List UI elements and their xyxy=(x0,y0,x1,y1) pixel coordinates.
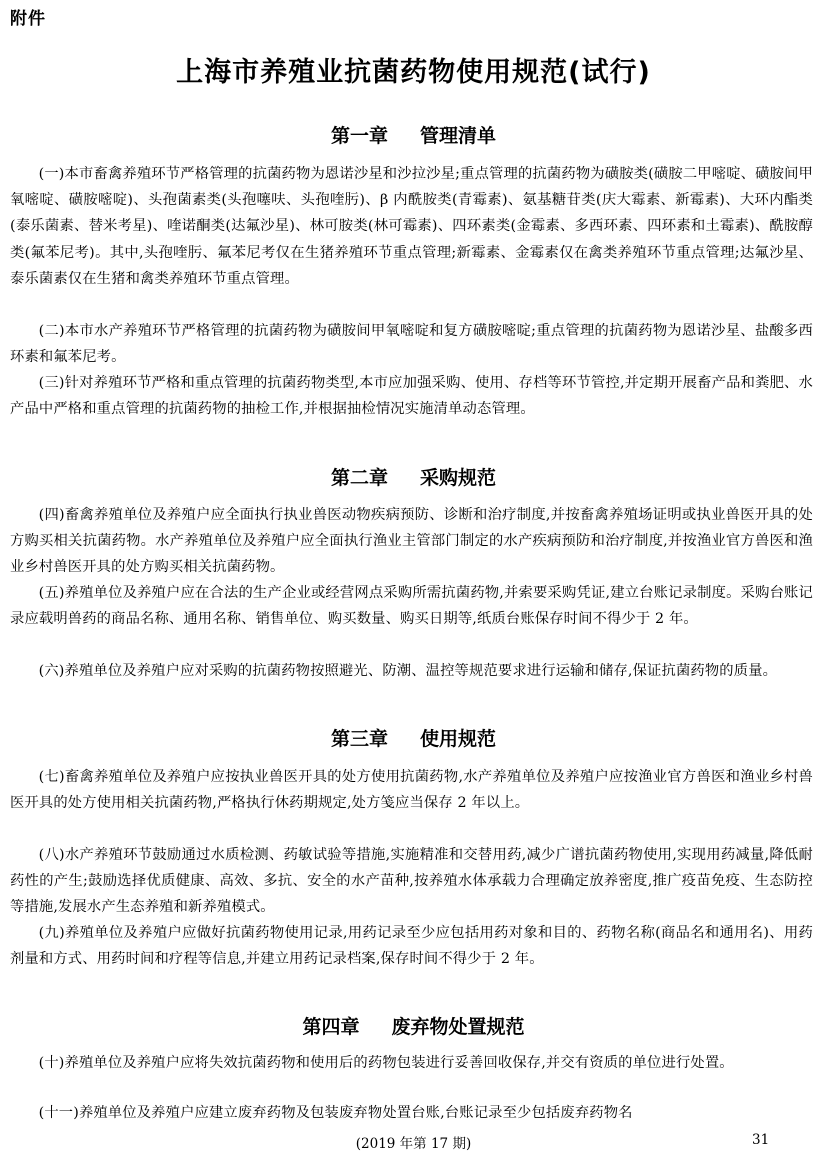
chapter-1-heading xyxy=(0,121,827,148)
document-title: 上海市养殖业抗菌药物使用规范(试行) xyxy=(176,57,651,88)
chapter-name: 使用规范 xyxy=(420,728,497,750)
chapter-name: 采购规范 xyxy=(420,467,497,489)
attachment-label: 附件 xyxy=(10,9,46,29)
chapter-3-heading xyxy=(0,724,827,751)
chapter-2-heading xyxy=(0,463,827,490)
paragraph-11: (十一)养殖单位及养殖户应建立废弃药物及包装废弃物处置台账,台账记录至少包括废弃药物名 xyxy=(38,1105,633,1121)
footer-issue: (2019 年第 17 期) xyxy=(355,1136,472,1152)
paragraph-2: (二)本市水产养殖环节严格管理的抗菌药物为磺胺间甲氧嘧啶和复方磺胺嘧啶;重点管理的抗菌药物为恩诺沙星、盐酸多西环素和氟苯尼考。 xyxy=(10,323,813,366)
chapter-number: 第三章 xyxy=(330,728,388,750)
paragraph-7: (七)畜禽养殖单位及养殖户应按执业兽医开具的处方使用抗菌药物,水产养殖单位及养殖户应按渔业官方兽医和渔业乡村兽医开具的处方使用相关抗菌药物,严格执行休药期规定,处方笺应当保存 2 年以上。 xyxy=(10,769,813,812)
paragraph-6: (六)养殖单位及养殖户应对采购的抗菌药物按照避光、防潮、温控等规范要求进行运输和储存,保证抗菌药物的质量。 xyxy=(38,663,778,679)
chapter-name: 废弃物处置规范 xyxy=(391,1016,525,1038)
paragraph-8: (八)水产养殖环节鼓励通过水质检测、药敏试验等措施,实施精准和交替用药,减少广谱抗菌药物使用,实现用药减量,降低耐药性的产生;鼓励选择优质健康、高效、多抗、安全的水产苗种,按养殖水体承载力合理确定放养密度,推广疫苗免疫、生态防控等措施,发展水产生态养殖和新养殖模式。 xyxy=(10,847,813,916)
paragraph-4: (四)畜禽养殖单位及养殖户应全面执行执业兽医动物疾病预防、诊断和治疗制度,并按畜禽养殖场证明或执业兽医开具的处方购买相关抗菌药物。水产养殖单位及养殖户应全面执行渔业主管部门制定的水产疾病预防和治疗制度,并按渔业官方兽医和渔业乡村兽医开具的处方购买相关抗菌药物。 xyxy=(10,507,813,576)
chapter-number: 第一章 xyxy=(330,125,388,147)
chapter-number: 第二章 xyxy=(330,467,388,489)
paragraph-9: (九)养殖单位及养殖户应做好抗菌药物使用记录,用药记录至少应包括用药对象和目的、药物名称(商品名和通用名)、用药剂量和方式、用药时间和疗程等信息,并建立用药记录档案,保存时间不得少于 2 年。 xyxy=(10,925,813,968)
paragraph-5: (五)养殖单位及养殖户应在合法的生产企业或经营网点采购所需抗菌药物,并索要采购凭证,建立台账记录制度。采购台账记录应载明兽药的商品名称、通用名称、销售单位、购买数量、购买日期等,纸质台账保存时间不得少于 2 年。 xyxy=(10,585,813,628)
chapter-number: 第四章 xyxy=(302,1016,360,1038)
paragraph-10: (十)养殖单位及养殖户应将失效抗菌药物和使用后的药物包装进行妥善回收保存,并交有资质的单位进行处置。 xyxy=(38,1055,734,1071)
paragraph-1: (一)本市畜禽养殖环节严格管理的抗菌药物为恩诺沙星和沙拉沙星;重点管理的抗菌药物为磺胺类(磺胺二甲嘧啶、磺胺间甲氧嘧啶、磺胺嘧啶)、头孢菌素类(头孢噻呋、头孢喹肟)、β 内酰胺类(青霉素)、氨基糖苷类(庆大霉素、新霉素)、大环内酯类(泰乐菌素、替米考星)、喹诺酮类(达氟沙星)、林可胺类(林可霉素)、四环素类(金霉素、多西环素、四环素和土霉素)、酰胺醇类(氟苯尼考)。其中,头孢喹肟、氟苯尼考仅在生猪养殖环节重点管理;新霉素、金霉素仅在禽类养殖环节重点管理;达氟沙星、泰乐菌素仅在生猪和禽类养殖环节重点管理。 xyxy=(10,166,813,287)
page-number: 31 xyxy=(752,1132,770,1148)
paragraph-3: (三)针对养殖环节严格和重点管理的抗菌药物类型,本市应加强采购、使用、存档等环节管控,并定期开展畜产品和粪肥、水产品中严格和重点管理的抗菌药物的抽检工作,并根据抽检情况实施清单动态管理。 xyxy=(10,375,813,418)
chapter-4-heading xyxy=(0,1012,827,1039)
chapter-name: 管理清单 xyxy=(420,125,497,147)
